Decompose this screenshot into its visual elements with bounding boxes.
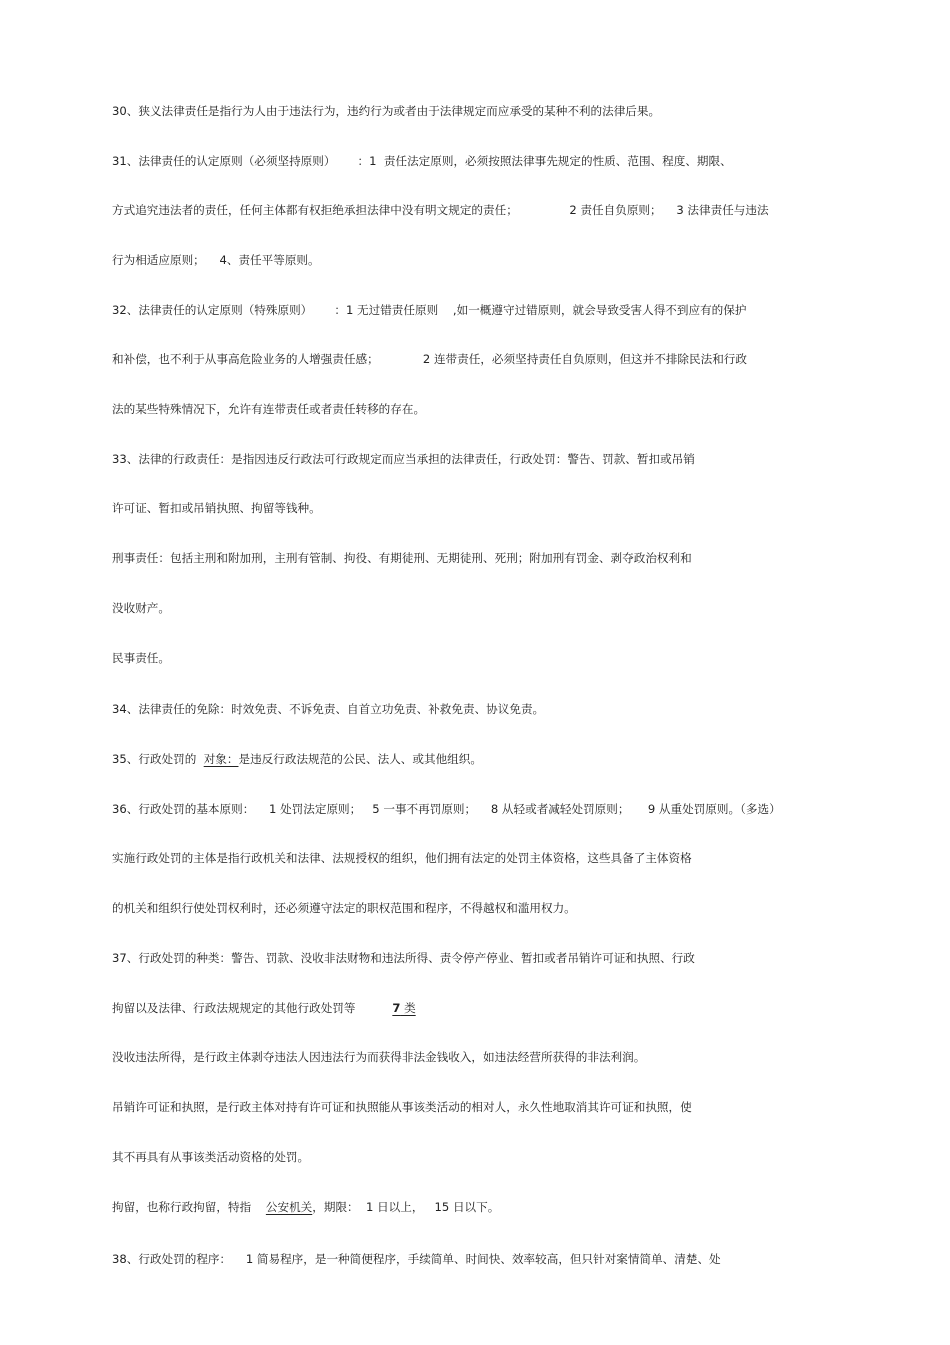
text-line-detention — [112, 1199, 499, 1215]
text-line-confiscation: 没收违法所得，是行政主体剥夺违法人因违法行为而获得非法金钱收入，如违法经营所获得的非法利润。 — [112, 1050, 646, 1064]
text-line-30: 30、狭义法律责任是指行为人由于违法行为，违约行为或者由于法律规定而应承受的某种不利的法律后果。 — [112, 104, 661, 118]
underlined-count-unit: 类 — [400, 1001, 416, 1015]
text-line-34: 34、法律责任的免除：时效免责、不诉免责、自首立功免责、补救免责、协议免责。 — [112, 702, 545, 716]
text-line-38: 38、行政处罚的程序： 1 简易程序，是一种简便程序，手续简单、时间快、效率较高，但只针对案情简单、清楚、处 — [112, 1252, 721, 1266]
text-line-33: 33、法律的行政责任：是指因违反行政法可行政规定而应当承担的法律责任，行政处罚：警告、罚款、暂扣或吊销 — [112, 452, 695, 466]
underlined-term-police: 公安机关 — [265, 1200, 313, 1214]
text-line-35 — [112, 751, 482, 767]
text-line-31: 31、法律责任的认定原则（必须坚持原则） ：1 责任法定原则，必须按照法律事先规定的性质、范围、程度、期限、 — [112, 154, 732, 168]
text-line-civil-liability: 民事责任。 — [112, 651, 170, 665]
text-line-revocation-cont: 其不再具有从事该类活动资格的处罚。 — [112, 1150, 310, 1164]
text-line-32-cont-1: 和补偿，也不利于从事高危险业务的人增强责任感； 2 连带责任，必须坚持责任自负原则，但这并不排除民法和行政 — [112, 352, 747, 366]
text-line-detention-suffix: ，期限： 1 日以上， 15 日以下。 — [312, 1200, 500, 1214]
text-line-36-cont-2: 的机关和组织行使处罚权利时，还必须遵守法定的职权范围和程序，不得越权和滥用权力。 — [112, 901, 576, 915]
text-line-36: 36、行政处罚的基本原则： 1 处罚法定原则； 5 一事不再罚原则； 8 从轻或者减轻处罚原则； 9 从重处罚原则。（多选） — [112, 802, 781, 816]
text-line-32-cont-2: 法的某些特殊情况下，允许有连带责任或者责任转移的存在。 — [112, 402, 426, 416]
text-line-33-cont-1: 许可证、暂扣或吊销执照、拘留等钱种。 — [112, 501, 321, 515]
text-line-31-cont-1: 方式追究违法者的责任，任何主体都有权拒绝承担法律中没有明文规定的责任； 2 责任自负原则； 3 法律责任与违法 — [112, 203, 769, 217]
text-line-35-suffix: 是违反行政法规范的公民、法人、或其他组织。 — [238, 752, 482, 766]
text-line-criminal-liability-cont: 没收财产。 — [112, 601, 170, 615]
text-line-detention-prefix: 拘留，也称行政拘留，特指 — [112, 1200, 266, 1214]
underlined-count-number: 7 — [392, 1001, 401, 1015]
text-line-revocation: 吊销许可证和执照，是行政主体对持有许可证和执照能从事该类活动的相对人，永久性地取消其许可证和执照，使 — [112, 1100, 692, 1114]
text-line-criminal-liability: 刑事责任：包括主刑和附加刑，主刑有管制、拘役、有期徒刑、无期徒刑、死刑；附加刑有罚金、剥夺政治权利和 — [112, 551, 692, 565]
text-line-35-prefix: 35、行政处罚的 — [112, 752, 204, 766]
text-line-37-cont-prefix: 拘留以及法律、行政法规规定的其他行政处罚等 — [112, 1001, 393, 1015]
text-line-37-cont-1 — [112, 1000, 416, 1016]
text-line-36-cont-1: 实施行政处罚的主体是指行政机关和法律、法规授权的组织，他们拥有法定的处罚主体资格，这些具备了主体资格 — [112, 851, 692, 865]
underlined-term-object: 对象： — [203, 752, 239, 766]
text-line-31-cont-2: 行为相适应原则； 4、责任平等原则。 — [112, 253, 320, 267]
text-line-37: 37、行政处罚的种类：警告、罚款、没收非法财物和违法所得、责令停产停业、暂扣或者吊销许可证和执照、行政 — [112, 951, 695, 965]
text-line-32: 32、法律责任的认定原则（特殊原则） ：1 无过错责任原则 ,如一概遵守过错原则，就会导致受害人得不到应有的保护 — [112, 303, 747, 317]
